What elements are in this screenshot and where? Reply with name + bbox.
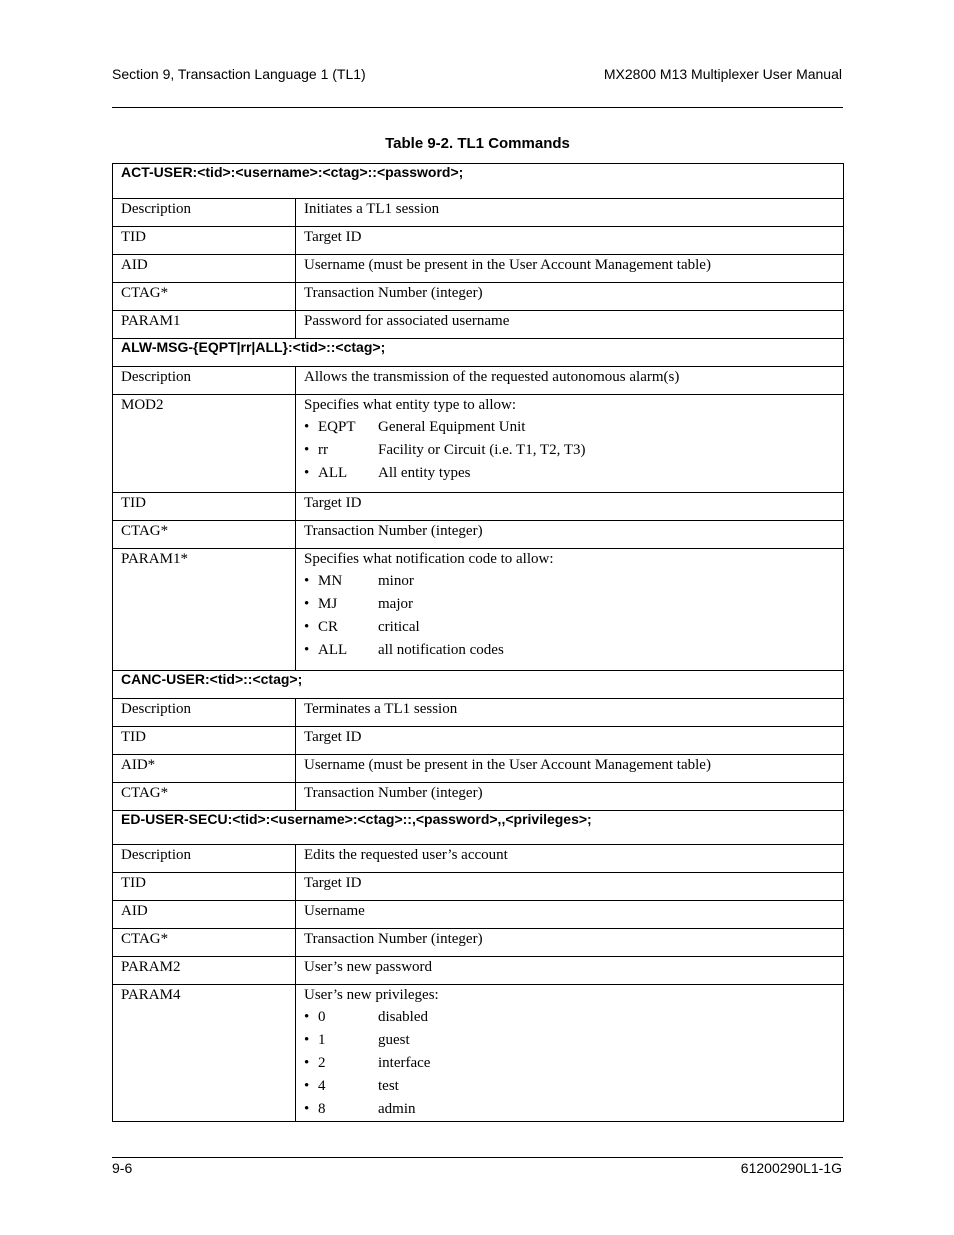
bullet-icon: •	[304, 619, 310, 635]
parameter-label: CTAG*	[113, 283, 296, 311]
parameter-label: Description	[113, 199, 296, 227]
parameter-value-cell	[296, 845, 844, 873]
bullet-icon: •	[304, 1101, 310, 1117]
bullet-key: rr	[318, 442, 328, 458]
bullet-key: 1	[318, 1032, 326, 1048]
parameter-value-cell	[296, 929, 844, 957]
bullet-key: 0	[318, 1009, 326, 1025]
parameter-label: Description	[113, 367, 296, 395]
bullet-key: MJ	[318, 596, 338, 612]
parameter-description: Transaction Number (integer)	[304, 523, 483, 539]
bullet-icon: •	[304, 442, 310, 458]
bullet-text: guest	[378, 1032, 410, 1048]
bullet-icon: •	[304, 419, 310, 435]
bullet-icon: •	[304, 573, 310, 589]
bullet-key: ALL	[318, 465, 348, 481]
parameter-description: Terminates a TL1 session	[304, 701, 458, 717]
parameter-row	[113, 311, 844, 339]
parameter-label: AID	[113, 255, 296, 283]
bullet-key: CR	[318, 619, 339, 635]
parameter-description: Initiates a TL1 session	[304, 201, 440, 217]
parameter-label: PARAM2	[113, 957, 296, 985]
bullet-item	[304, 1029, 835, 1052]
parameter-label: TID	[113, 727, 296, 755]
bullet-key: 4	[318, 1078, 326, 1094]
parameter-label: AID*	[113, 755, 296, 783]
parameter-value-cell	[296, 727, 844, 755]
parameter-row	[113, 985, 844, 1122]
bullet-text: Facility or Circuit (i.e. T1, T2, T3)	[378, 442, 586, 458]
parameter-label: PARAM1	[113, 311, 296, 339]
parameter-value-cell	[296, 699, 844, 727]
parameter-row	[113, 957, 844, 985]
parameter-label: PARAM1*	[113, 549, 296, 671]
parameter-value-cell	[296, 521, 844, 549]
bullet-key: 2	[318, 1055, 326, 1071]
bullet-text: all notification codes	[378, 642, 504, 658]
parameter-value-cell	[296, 311, 844, 339]
bullet-item	[304, 1075, 835, 1098]
bullet-text: General Equipment Unit	[378, 419, 526, 435]
parameter-label: AID	[113, 901, 296, 929]
parameter-description: Edits the requested user’s account	[304, 847, 508, 863]
page-number: 9-6	[112, 1160, 133, 1176]
bullet-key: EQPT	[318, 419, 356, 435]
bullet-text: All entity types	[378, 465, 471, 481]
parameter-description: Specifies what entity type to allow:	[304, 397, 517, 413]
parameter-label: Description	[113, 699, 296, 727]
parameter-label: MOD2	[113, 395, 296, 493]
bullet-item	[304, 616, 835, 639]
footer-rule	[112, 1157, 843, 1158]
parameter-description: Target ID	[304, 495, 362, 511]
parameter-row	[113, 367, 844, 395]
page-header-section: Section 9, Transaction Language 1 (TL1)	[112, 66, 366, 82]
parameter-row	[113, 873, 844, 901]
parameter-value-cell	[296, 255, 844, 283]
bullet-text: test	[378, 1078, 399, 1094]
bullet-item	[304, 462, 835, 485]
bullet-key: 8	[318, 1101, 326, 1117]
parameter-value-cell	[296, 783, 844, 811]
bullet-text: major	[378, 596, 413, 612]
parameter-description: Username (must be present in the User Account Management table)	[304, 257, 711, 273]
parameter-label: CTAG*	[113, 521, 296, 549]
parameter-row	[113, 699, 844, 727]
bullet-item	[304, 1052, 835, 1075]
bullet-text: minor	[378, 573, 414, 589]
parameter-value-cell	[296, 901, 844, 929]
bullet-text: interface	[378, 1055, 431, 1071]
table-caption: Table 9-2. TL1 Commands	[385, 135, 570, 152]
parameter-row	[113, 783, 844, 811]
parameter-row	[113, 283, 844, 311]
tl1-commands-table	[112, 163, 844, 1122]
command-syntax: CANC-USER:<tid>::<ctag>;	[113, 671, 844, 699]
parameter-value-cell	[296, 227, 844, 255]
parameter-value-cell	[296, 493, 844, 521]
bullet-icon: •	[304, 1055, 310, 1071]
parameter-label: CTAG*	[113, 783, 296, 811]
parameter-value-cell	[296, 873, 844, 901]
parameter-row	[113, 929, 844, 957]
parameter-label: CTAG*	[113, 929, 296, 957]
bullet-key: MN	[318, 573, 343, 589]
command-row	[113, 671, 844, 699]
parameter-description: Username	[304, 903, 365, 919]
bullet-icon: •	[304, 642, 310, 658]
parameter-row	[113, 395, 844, 493]
parameter-description: Transaction Number (integer)	[304, 931, 483, 947]
bullet-item	[304, 416, 835, 439]
bullet-text: critical	[378, 619, 420, 635]
bullet-item	[304, 639, 835, 662]
parameter-value-cell	[296, 367, 844, 395]
page-header-manual-title: MX2800 M13 Multiplexer User Manual	[603, 66, 842, 82]
parameter-row	[113, 755, 844, 783]
bullet-item	[304, 1006, 835, 1029]
parameter-description: Target ID	[304, 875, 362, 891]
parameter-description: Target ID	[304, 729, 362, 745]
parameter-row	[113, 199, 844, 227]
parameter-description: Username (must be present in the User Account Management table)	[304, 757, 711, 773]
bullet-icon: •	[304, 596, 310, 612]
bullet-item	[304, 570, 835, 593]
command-row	[113, 164, 844, 199]
bullet-key: ALL	[318, 642, 348, 658]
command-syntax: ALW-MSG-{EQPT|rr|ALL}:<tid>::<ctag>;	[113, 339, 844, 367]
bullet-icon: •	[304, 465, 310, 481]
command-syntax: ACT-USER:<tid>:<username>:<ctag>::<password>;	[113, 164, 844, 199]
bullet-icon: •	[304, 1078, 310, 1094]
parameter-description: Transaction Number (integer)	[304, 285, 483, 301]
parameter-description: Specifies what notification code to allow:	[304, 551, 554, 567]
parameter-description: User’s new password	[304, 959, 433, 975]
parameter-row	[113, 521, 844, 549]
parameter-label: TID	[113, 227, 296, 255]
parameter-label: Description	[113, 845, 296, 873]
bullet-text: admin	[378, 1101, 416, 1117]
bullet-icon: •	[304, 1009, 310, 1025]
parameter-label: TID	[113, 873, 296, 901]
parameter-description: Password for associated username	[304, 313, 510, 329]
bullet-item	[304, 439, 835, 462]
parameter-row	[113, 845, 844, 873]
parameter-row	[113, 493, 844, 521]
parameter-label: TID	[113, 493, 296, 521]
command-row	[113, 339, 844, 367]
command-syntax: ED-USER-SECU:<tid>:<username>:<ctag>::,<password>,,<privileges>;	[113, 811, 844, 845]
command-row	[113, 811, 844, 845]
table-body	[113, 164, 844, 1122]
parameter-description: User’s new privileges:	[304, 987, 439, 1003]
header-rule	[112, 107, 843, 108]
parameter-value-cell	[296, 985, 844, 1122]
parameter-value-cell	[296, 395, 844, 493]
parameter-description: Target ID	[304, 229, 362, 245]
parameter-value-cell	[296, 957, 844, 985]
parameter-description: Transaction Number (integer)	[304, 785, 483, 801]
parameter-value-cell	[296, 549, 844, 671]
parameter-row	[113, 727, 844, 755]
document-number: 61200290L1-1G	[740, 1160, 842, 1176]
parameter-value-cell	[296, 755, 844, 783]
parameter-row	[113, 549, 844, 671]
bullet-icon: •	[304, 1032, 310, 1048]
bullet-item	[304, 1098, 835, 1121]
parameter-row	[113, 255, 844, 283]
parameter-value-cell	[296, 199, 844, 227]
parameter-value-cell	[296, 283, 844, 311]
parameter-row	[113, 901, 844, 929]
parameter-description: Allows the transmission of the requested autonomous alarm(s)	[304, 369, 680, 385]
bullet-text: disabled	[378, 1009, 428, 1025]
bullet-item	[304, 593, 835, 616]
parameter-label: PARAM4	[113, 985, 296, 1122]
parameter-row	[113, 227, 844, 255]
